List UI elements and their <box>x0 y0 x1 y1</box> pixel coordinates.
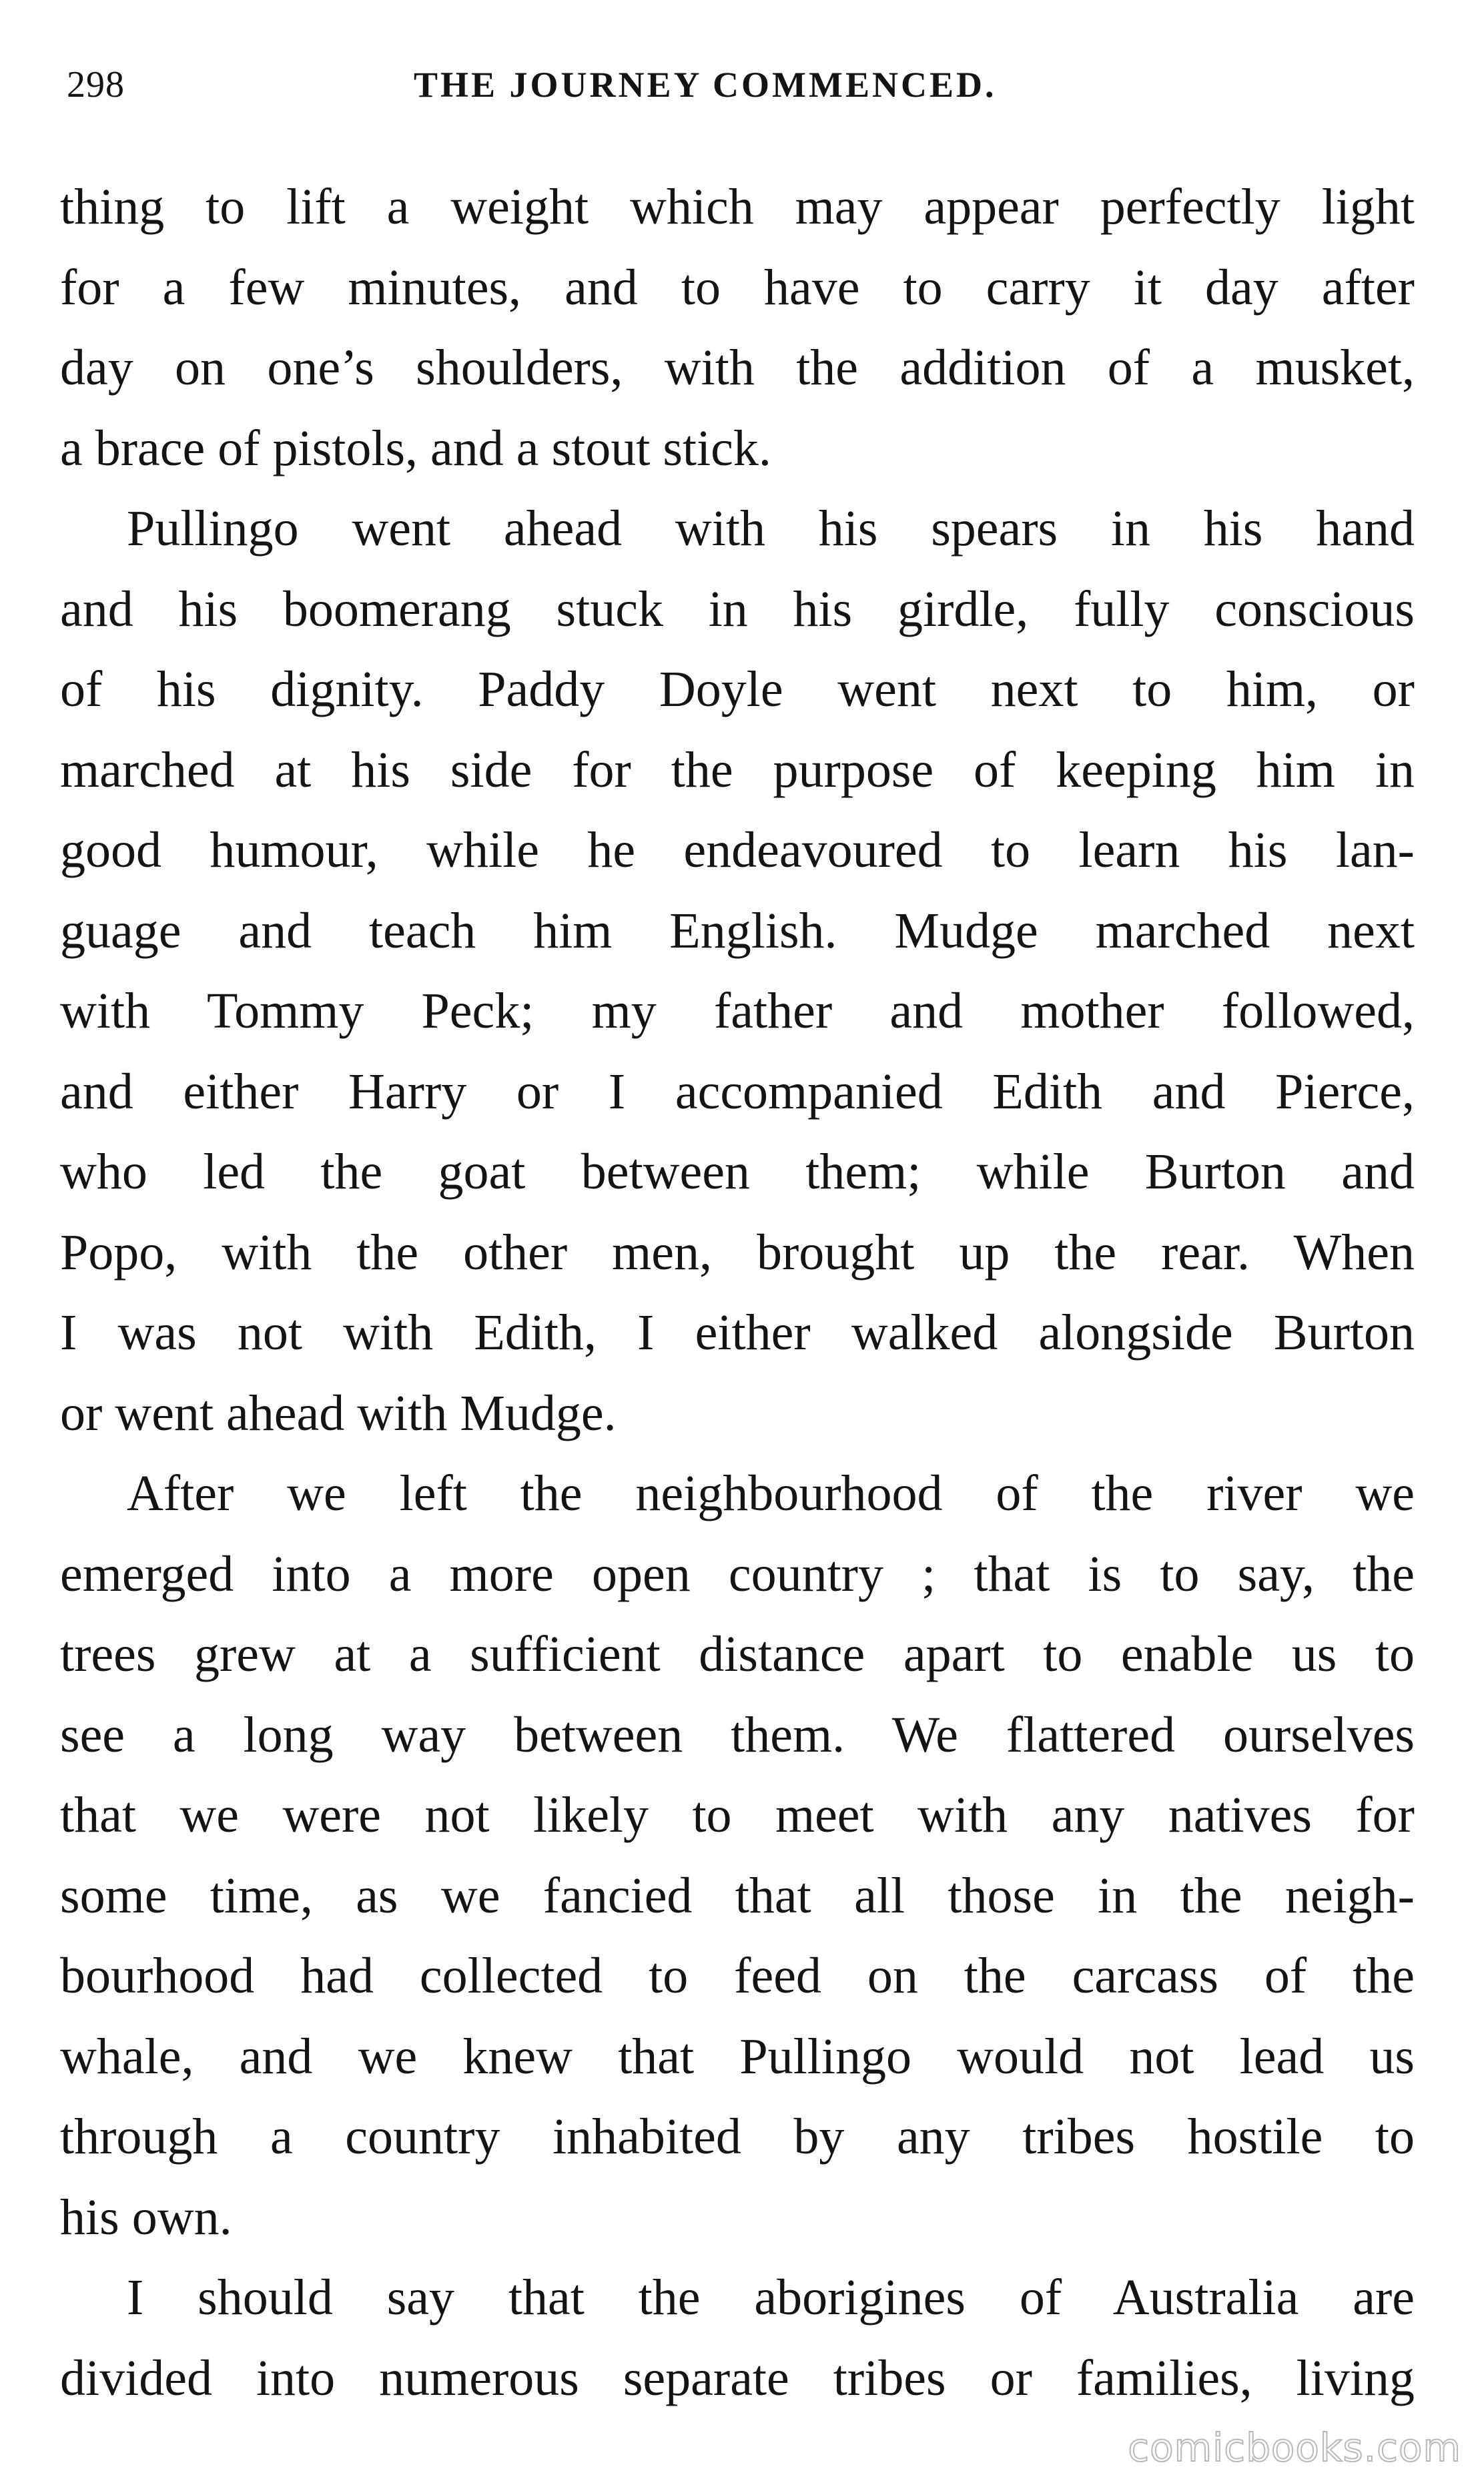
text-line: bourhood had collected to feed on the carcass of the <box>60 1948 1415 2004</box>
text-line: I should say that the aborigines of Australia are <box>127 2269 1415 2326</box>
text-line: thing to lift a weight which may appear perfectly light <box>60 179 1415 235</box>
text-line: his own. <box>60 2189 232 2245</box>
text-line: Popo, with the other men, brought up the rear. When <box>60 1224 1415 1281</box>
text-line: or went ahead with Mudge. <box>60 1385 617 1441</box>
text-line: marched at his side for the purpose of keeping him in <box>60 741 1415 798</box>
text-line: day on one’s shoulders, with the addition of a musket, <box>60 340 1415 396</box>
text-line: and his boomerang stuck in his girdle, fully conscious <box>60 581 1415 637</box>
paragraph <box>60 2257 1415 2418</box>
text-line: good humour, while he endeavoured to learn his lan- <box>60 822 1415 878</box>
text-line: a brace of pistols, and a stout stick. <box>60 420 771 476</box>
text-line: trees grew at a sufficient distance apart to enable us to <box>60 1626 1415 1682</box>
text-line: that we were not likely to meet with any natives for <box>60 1787 1415 1843</box>
text-line: emerged into a more open country ; that is to say, the <box>60 1545 1415 1602</box>
body-text <box>60 167 1415 2418</box>
text-line: for a few minutes, and to have to carry it day after <box>60 259 1415 316</box>
paragraph <box>60 1453 1415 2257</box>
text-line: and either Harry or I accompanied Edith and Pierce, <box>60 1063 1415 1120</box>
text-line: guage and teach him English. Mudge marched next <box>60 902 1415 959</box>
watermark: comicbooks.com <box>1128 2425 1461 2470</box>
text-line: Pullingo went ahead with his spears in his hand <box>127 500 1415 557</box>
page-header <box>67 55 1415 115</box>
text-line: After we left the neighbourhood of the river we <box>127 1465 1415 1521</box>
text-line: through a country inhabited by any tribes hostile to <box>60 2109 1415 2165</box>
running-title: THE JOURNEY COMMENCED. <box>414 65 997 105</box>
text-line: with Tommy Peck; my father and mother followed, <box>60 983 1415 1039</box>
paragraph <box>60 488 1415 1453</box>
paragraph <box>60 167 1415 488</box>
text-line: I was not with Edith, I either walked alongside Burton <box>60 1305 1415 1361</box>
page-number: 298 <box>67 64 125 105</box>
text-line: of his dignity. Paddy Doyle went next to him, or <box>60 661 1415 717</box>
text-line: see a long way between them. We flattered ourselves <box>60 1706 1415 1763</box>
text-line: divided into numerous separate tribes or families, living <box>60 2350 1415 2406</box>
text-line: whale, and we knew that Pullingo would not lead us <box>60 2028 1415 2085</box>
text-line: some time, as we fancied that all those in the neigh- <box>60 1867 1415 1924</box>
text-line: who led the goat between them; while Burton and <box>60 1144 1415 1200</box>
